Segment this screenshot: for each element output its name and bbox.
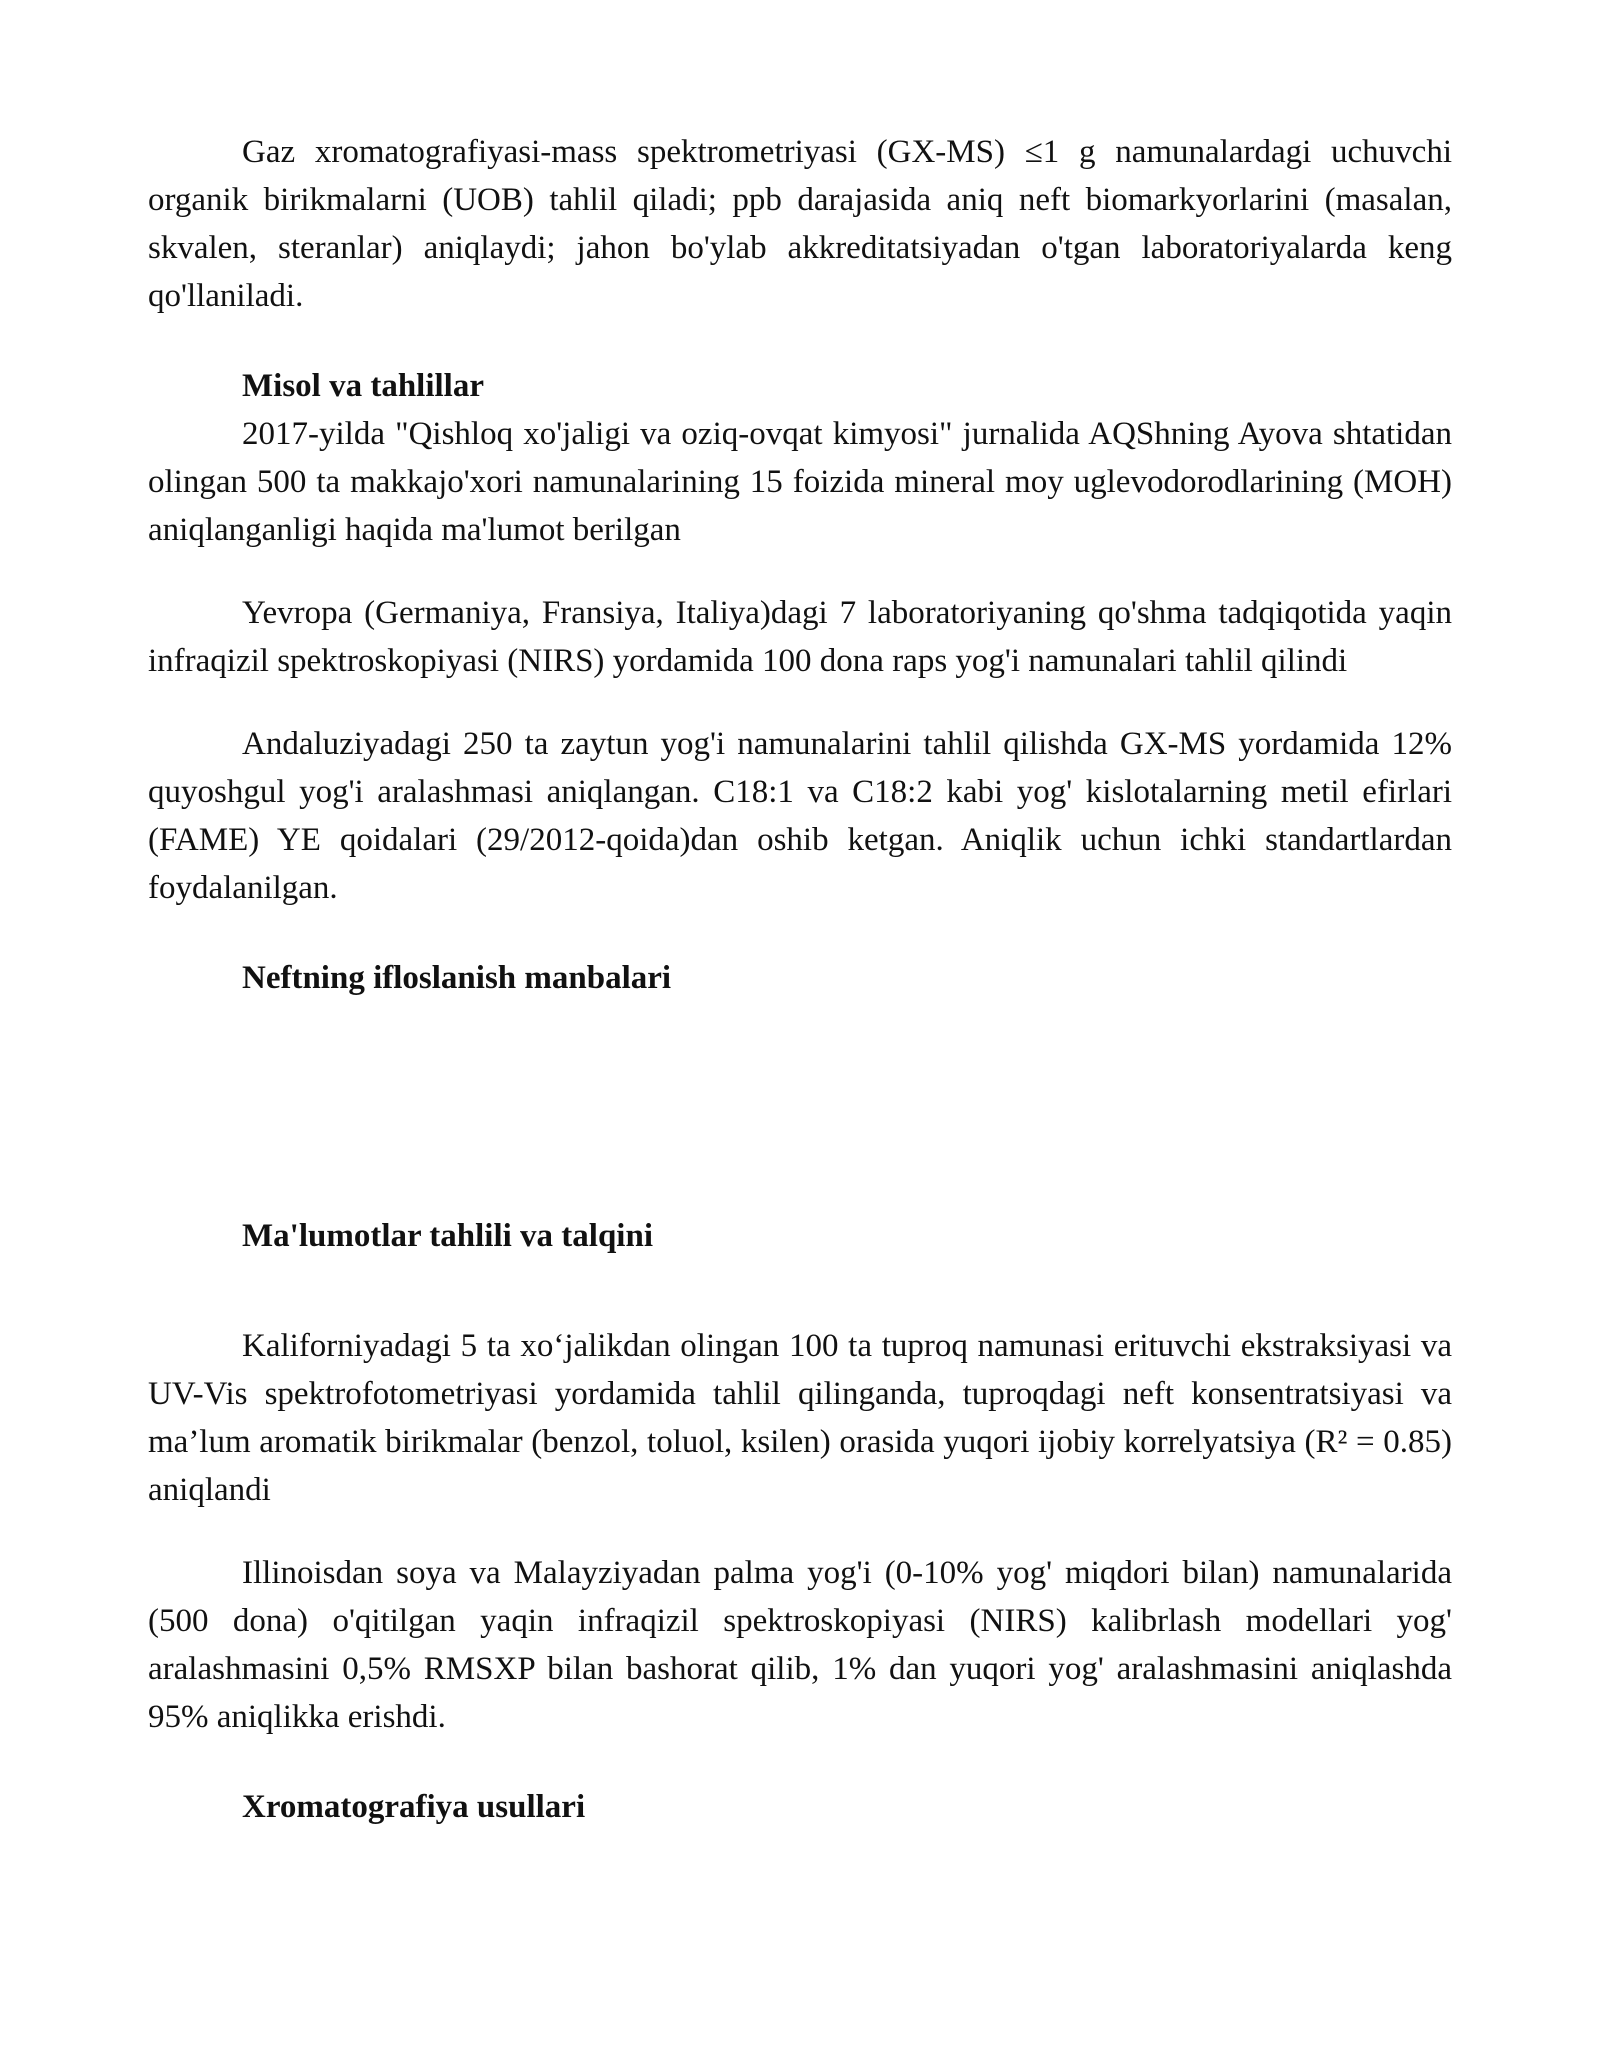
document-page xyxy=(148,128,1452,1831)
paragraph-california: Kaliforniyadagi 5 ta xo‘jalikdan olingan 100 ta tuproq namunasi erituvchi ekstraksiyasi va UV-Vis spektrofotometriyasi yordamida tahlil qilinganda, tuproqdagi neft konsentratsiyasi va ma’lum aromatik birikmalar (benzol, toluol, ksilen) orasida yuqori ijobiy korrelyatsiya (R² = 0.85) aniqlandi xyxy=(148,1328,1452,1508)
spacer xyxy=(148,554,1452,589)
heading-chromatography: Xromatografiya usullari xyxy=(242,1789,586,1825)
spacer xyxy=(148,1741,1452,1783)
paragraph-gxms: Gaz xromatografiyasi-mass spektrometriyasi (GX-MS) ≤1 g namunalardagi uchuvchi organik birikmalarni (UOB) tahlil qiladi; ppb darajasida aniq neft biomarkyorlarini (masalan, skvalen, steranlar) aniqlaydi; jahon bo'ylab akkreditatsiyadan o'tgan laboratoriyalarda keng qo'llaniladi. xyxy=(148,134,1452,314)
spacer xyxy=(148,1002,1452,1212)
paragraph-iowa: 2017-yilda "Qishloq xo'jaligi va oziq-ovqat kimyosi" jurnalida AQShning Ayova shtatidan olingan 500 ta makkajo'xori namunalarining 15 foizida mineral moy uglevodorodlarining (MOH) aniqlanganligi haqida ma'lumot berilgan xyxy=(148,416,1452,548)
spacer xyxy=(148,320,1452,362)
heading-analysis: Ma'lumotlar tahlili va talqini xyxy=(242,1218,654,1254)
heading-examples: Misol va tahlillar xyxy=(242,368,484,404)
spacer xyxy=(148,912,1452,954)
spacer xyxy=(148,1514,1452,1549)
paragraph-andalusia: Andaluziyadagi 250 ta zaytun yog'i namunalarini tahlil qilishda GX-MS yordamida 12% quyoshgul yog'i aralashmasi aniqlangan. C18:1 va C18:2 kabi yog' kislotalarning metil efirlari (FAME) YE qoidalari (29/2012-qoida)dan oshib ketgan. Aniqlik uchun ichki standartlardan foydalanilgan. xyxy=(148,726,1452,906)
spacer xyxy=(148,1260,1452,1322)
paragraph-europe: Yevropa (Germaniya, Fransiya, Italiya)dagi 7 laboratoriyaning qo'shma tadqiqotida yaqin infraqizil spektroskopiyasi (NIRS) yordamida 100 dona raps yog'i namunalari tahlil qilindi xyxy=(148,595,1452,679)
spacer xyxy=(148,685,1452,720)
heading-sources: Neftning ifloslanish manbalari xyxy=(242,960,672,996)
paragraph-illinois: Illinoisdan soya va Malayziyadan palma yog'i (0-10% yog' miqdori bilan) namunalarida (500 dona) o'qitilgan yaqin infraqizil spektroskopiyasi (NIRS) kalibrlash modellari yog' aralashmasini 0,5% RMSXP bilan bashorat qilib, 1% dan yuqori yog' aralashmasini aniqlashda 95% aniqlikka erishdi. xyxy=(148,1555,1452,1735)
